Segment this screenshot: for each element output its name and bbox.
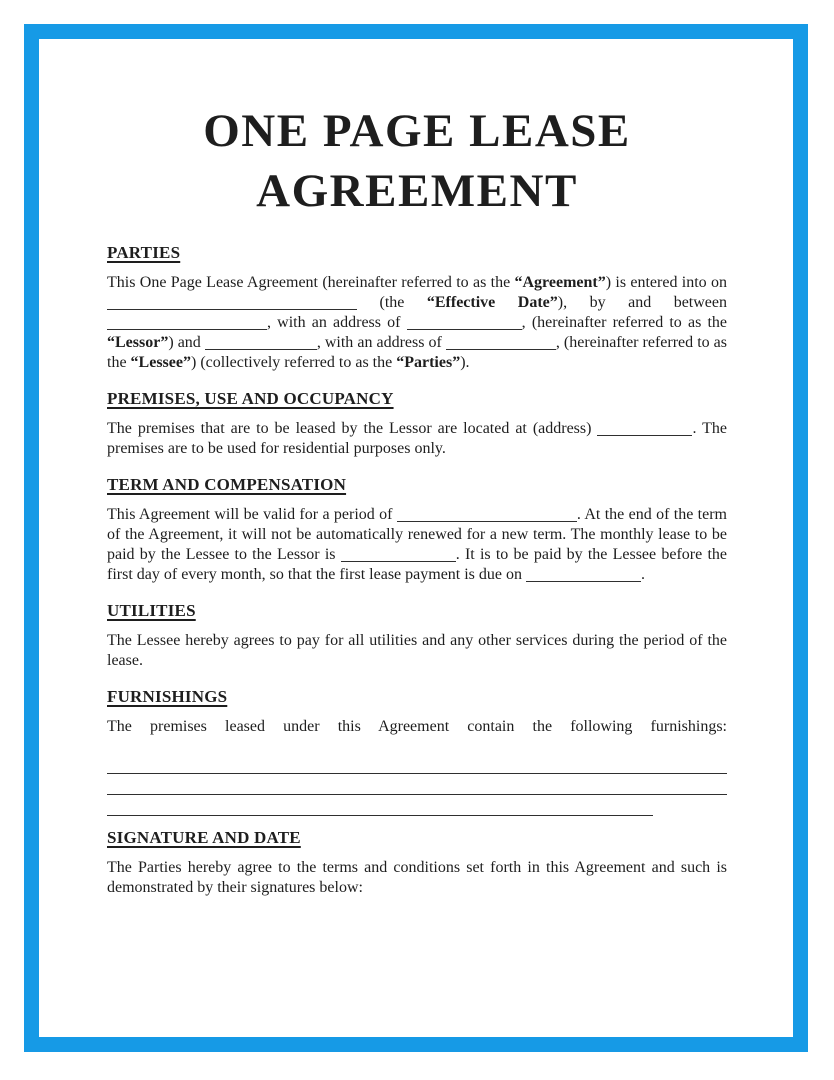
document-title [107,101,727,221]
text-run: ) (collectively referred to as the [190,354,397,371]
fill-in-blank [526,568,641,582]
blank-writing-line [107,795,653,816]
defined-term: “Lessor” [107,334,169,351]
fill-in-blank [397,508,577,522]
text-run: ) is entered into on [605,274,728,291]
defined-term: “Parties” [396,354,461,371]
section-premises [107,389,727,459]
fill-in-blank [446,336,556,350]
text-run: , (hereinafter referred to as the [107,334,727,371]
section-parties [107,243,727,373]
paragraph [107,505,727,585]
text-run: The Parties hereby agree to the terms and conditions set forth in this Agreement and such is demonstrated by their signatures below: [107,859,727,896]
fill-in-blank [341,548,456,562]
section-heading-furnishings: FURNISHINGS [107,687,228,706]
text-run: This Agreement will be valid for a period of [107,506,397,523]
text-run: , with an address of [267,314,407,331]
text-run: The premises leased under this Agreement contain the following furnishings: [107,718,727,735]
text-run: . The premises are to be used for residential purposes only. [107,420,727,457]
paragraph [107,631,727,671]
fill-in-blank [407,316,522,330]
page-border-frame [24,24,808,1052]
text-run: This One Page Lease Agreement (hereinafter referred to as the [107,274,515,291]
fill-in-blank [205,336,317,350]
text-run: The Lessee hereby agrees to pay for all utilities and any other services during the period of the lease. [107,632,727,669]
paragraph [107,858,727,898]
defined-term: “Agreement” [514,274,606,291]
fill-in-blank [597,422,692,436]
fill-in-blank [107,316,267,330]
title-line-2: AGREEMENT [256,165,578,217]
fill-in-blank [107,296,357,310]
paragraph [107,273,727,373]
section-heading-parties: PARTIES [107,243,181,262]
section-heading-premises: PREMISES, USE AND OCCUPANCY [107,389,394,408]
text-run: ) and [168,334,205,351]
text-run: . At the end of the term of the Agreement, it will not be automatically renewed for a new term. The monthly lease to be paid by the Lessee to the Lessor is [107,506,727,563]
paragraph [107,419,727,459]
text-run: (the [357,294,427,311]
blank-writing-line [107,753,727,774]
text-run: ). [460,354,470,371]
blank-writing-line [107,774,727,795]
section-utilities [107,601,727,671]
defined-term: “Effective Date” [426,294,558,311]
section-term [107,475,727,585]
text-run: , with an address of [316,334,446,351]
text-run: ), by and between [557,294,727,311]
section-heading-utilities: UTILITIES [107,601,196,620]
text-run: , (hereinafter referred to as the [521,314,728,331]
text-run: The premises that are to be leased by the Lessor are located at (address) [107,420,598,437]
section-heading-term: TERM AND COMPENSATION [107,475,347,494]
defined-term: “Lessee” [130,354,191,371]
title-line-1: ONE PAGE LEASE [203,105,631,157]
section-signature [107,828,727,898]
section-furnishings [107,687,727,816]
text-run: . It is to be paid by the Lessee before the first day of every month, so that the first lease payment is due on [107,546,727,583]
section-heading-signature: SIGNATURE AND DATE [107,828,301,847]
text-run: . [641,566,646,583]
paragraph [107,717,727,737]
document-body [107,243,727,898]
